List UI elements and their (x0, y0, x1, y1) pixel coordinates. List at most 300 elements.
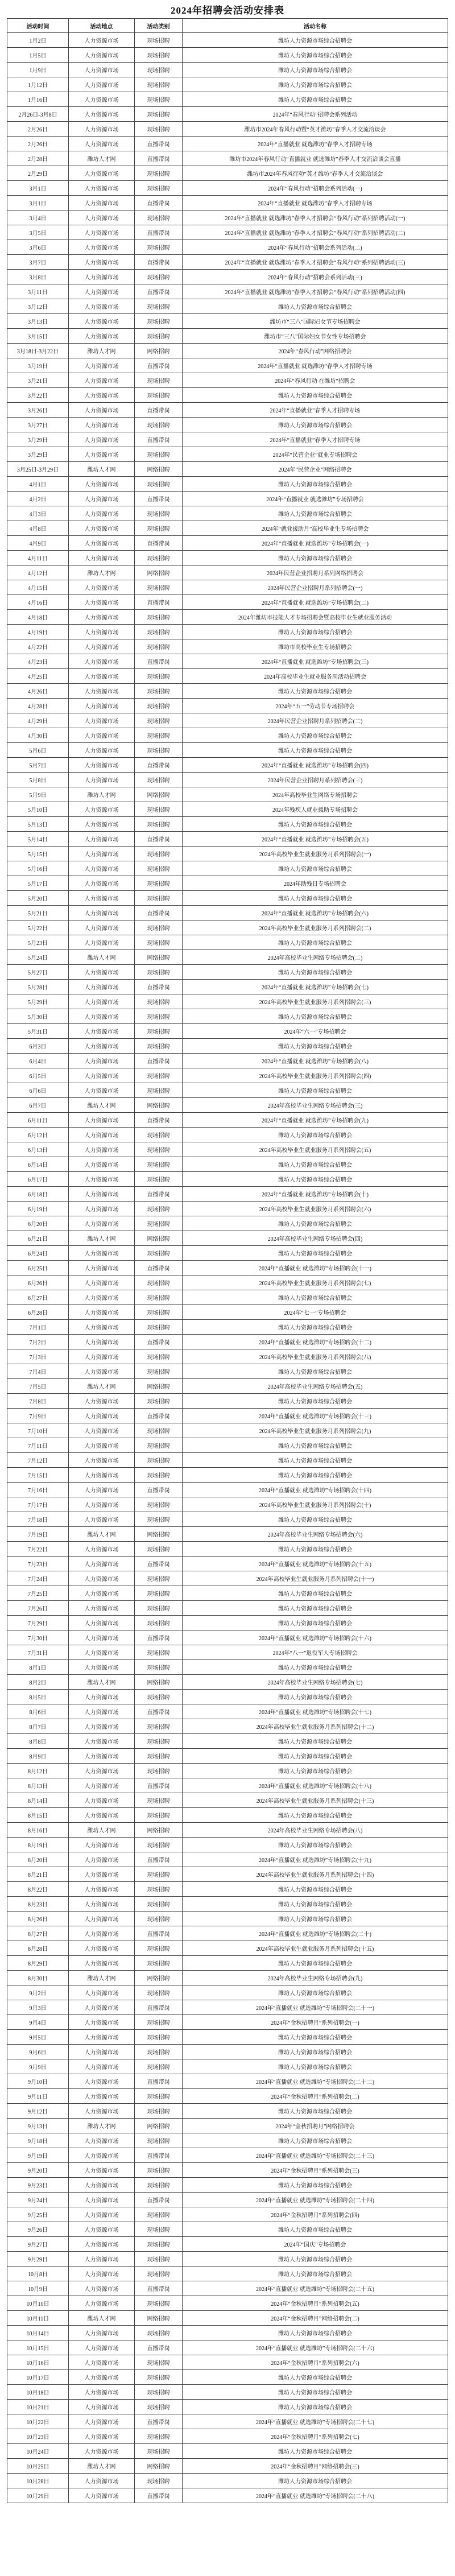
cell-type: 现场招聘 (135, 1867, 183, 1881)
cell-time: 5月9日 (7, 787, 69, 802)
cell-place: 人力资源市场 (69, 1852, 135, 1867)
table-row (7, 1054, 448, 1068)
cell-name: 2024年高校毕业生网络专场招聘会(七) (267, 1680, 363, 1686)
table-row (7, 2030, 448, 2045)
cell-time: 3月1日 (7, 196, 69, 210)
table-row (7, 1542, 448, 1557)
cell-place: 人力资源市场 (69, 329, 135, 343)
table-row (7, 2340, 448, 2355)
cell-place: 人力资源市场 (69, 536, 135, 550)
cell-name: 2024年“直播就业 就选潍坊”专场招聘会(二十一) (255, 2005, 375, 2012)
cell-type: 网络招聘 (135, 787, 183, 802)
cell-name: 潍坊市2024年春风行动“直播就业 就选潍坊”春季人才交流洽谈会直播 (229, 156, 401, 163)
cell-place: 人力资源市场 (69, 314, 135, 328)
cell-type: 直播带岗 (135, 2488, 183, 2503)
table-row (7, 373, 448, 388)
cell-type: 现场招聘 (135, 1039, 183, 1053)
cell-name: 2024年“直播就业 就选潍坊”专场招聘会(一) (261, 541, 369, 547)
table-body (7, 33, 448, 2503)
table-row (7, 1113, 448, 1128)
cell-place: 人力资源市场 (69, 1068, 135, 1083)
cell-name: 潍坊人力资源市场综合招聘会 (278, 53, 352, 59)
cell-name: 潍坊人力资源市场综合招聘会 (278, 1517, 352, 1524)
cell-place: 人力资源市场 (69, 2089, 135, 2103)
cell-name: 潍坊人力资源市场综合招聘会 (278, 2257, 352, 2263)
cell-time: 4月22日 (7, 639, 69, 654)
cell-time: 3月4日 (7, 210, 69, 225)
cell-place: 潍坊人才网 (69, 151, 135, 166)
cell-time: 3月18日-3月22日 (7, 344, 69, 358)
table-row (7, 1778, 448, 1793)
table-row (7, 1645, 448, 1660)
cell-name: 2024年“直播就业 就选潍坊”专场招聘会(十三) (258, 1414, 372, 1420)
cell-name: 2024年高校毕业生就业服务月系列招聘会(一) (259, 852, 371, 858)
cell-type: 现场招聘 (135, 1202, 183, 1216)
cell-name: 2024年高校毕业生网络专场招聘会(八) (267, 1828, 363, 1834)
cell-type: 直播带岗 (135, 1335, 183, 1349)
cell-name: 潍坊市“三八”国际妇女节专场招聘会 (270, 319, 361, 325)
cell-time: 8月19日 (7, 1838, 69, 1852)
cell-type: 现场招聘 (135, 1838, 183, 1852)
table-row (7, 1941, 448, 1956)
cell-place: 潍坊人才网 (69, 1379, 135, 1393)
cell-time: 4月2日 (7, 492, 69, 506)
table-row (7, 1719, 448, 1734)
table-row (7, 565, 448, 580)
cell-type: 现场招聘 (135, 639, 183, 654)
cell-place: 人力资源市场 (69, 1216, 135, 1231)
cell-place: 潍坊人才网 (69, 565, 135, 580)
table-row (7, 314, 448, 329)
cell-type: 现场招聘 (135, 1349, 183, 1364)
cell-name: 潍坊人力资源市场综合招聘会 (278, 2035, 352, 2041)
table-row (7, 1068, 448, 1083)
cell-type: 直播带岗 (135, 1926, 183, 1941)
cell-type: 现场招聘 (135, 1571, 183, 1586)
cell-place: 人力资源市场 (69, 1438, 135, 1452)
cell-place: 人力资源市场 (69, 2045, 135, 2059)
table-row (7, 477, 448, 492)
table-row (7, 2488, 448, 2503)
cell-type: 直播带岗 (135, 492, 183, 506)
cell-type: 现场招聘 (135, 2163, 183, 2177)
cell-place: 人力资源市场 (69, 1394, 135, 1408)
cell-place: 潍坊人才网 (69, 2311, 135, 2325)
table-row (7, 196, 448, 210)
cell-time: 3月5日 (7, 225, 69, 240)
cell-name: 2024年“六一”专场招聘会 (284, 1029, 346, 1035)
cell-place: 人力资源市场 (69, 373, 135, 387)
cell-type: 现场招聘 (135, 1616, 183, 1630)
cell-time: 7月25日 (7, 1586, 69, 1600)
cell-name: 2024年高校毕业生就业服务月系列招聘会(十) (259, 1502, 371, 1509)
cell-place: 人力资源市场 (69, 2340, 135, 2355)
table-row (7, 1897, 448, 1912)
cell-place: 人力资源市场 (69, 639, 135, 654)
cell-type: 现场招聘 (135, 1453, 183, 1467)
cell-time: 8月20日 (7, 1852, 69, 1867)
cell-name: 2024年高校毕业生就业服务月系列招聘会(六) (259, 1207, 371, 1213)
cell-name: 潍坊人力资源市场综合招聘会 (278, 1917, 352, 1923)
cell-place: 人力资源市场 (69, 1926, 135, 1941)
cell-name: 潍坊人力资源市场综合招聘会 (278, 822, 352, 828)
table-row (7, 891, 448, 906)
cell-type: 现场招聘 (135, 240, 183, 254)
cell-place: 人力资源市场 (69, 773, 135, 787)
cell-name: 潍坊人力资源市场综合招聘会 (278, 2227, 352, 2234)
table-row (7, 1867, 448, 1882)
cell-name: 2024年“直播就业 就选潍坊”春季人才招聘会“春风行动”系列招聘活动(一) (225, 216, 406, 222)
cell-type: 直播带岗 (135, 2281, 183, 2296)
table-row (7, 713, 448, 728)
cell-place: 潍坊人才网 (69, 1675, 135, 1689)
cell-type: 现场招聘 (135, 1690, 183, 1704)
cell-time: 5月23日 (7, 935, 69, 950)
cell-place: 人力资源市场 (69, 758, 135, 772)
cell-type: 现场招聘 (135, 2252, 183, 2266)
cell-name: 潍坊人力资源市场综合招聘会 (278, 1014, 352, 1021)
cell-time: 6月5日 (7, 1068, 69, 1083)
cell-place: 人力资源市场 (69, 2488, 135, 2503)
cell-name: 潍坊人力资源市场综合招聘会 (278, 689, 352, 695)
table-row (7, 758, 448, 773)
table-header-row (7, 18, 448, 33)
cell-place: 人力资源市场 (69, 832, 135, 846)
cell-type: 现场招聘 (135, 1438, 183, 1452)
cell-time: 5月8日 (7, 773, 69, 787)
cell-time: 3月1日 (7, 181, 69, 195)
cell-place: 潍坊人才网 (69, 2119, 135, 2133)
cell-type: 直播带岗 (135, 654, 183, 668)
cell-place: 潍坊人才网 (69, 462, 135, 476)
table-row (7, 1409, 448, 1423)
cell-place: 人力资源市场 (69, 1985, 135, 2000)
cell-place: 人力资源市场 (69, 861, 135, 876)
cell-type: 现场招聘 (135, 181, 183, 195)
cell-place: 人力资源市场 (69, 1261, 135, 1275)
table-row (7, 920, 448, 935)
cell-place: 人力资源市场 (69, 728, 135, 742)
cell-place: 人力资源市场 (69, 166, 135, 180)
cell-place: 人力资源市场 (69, 1912, 135, 1926)
cell-time: 5月28日 (7, 980, 69, 994)
table-row (7, 1349, 448, 1364)
table-row (7, 2000, 448, 2015)
cell-time: 9月5日 (7, 2030, 69, 2044)
cell-type: 现场招聘 (135, 1956, 183, 1970)
cell-type: 网络招聘 (135, 1098, 183, 1112)
table-row (7, 48, 448, 63)
table-row (7, 1616, 448, 1630)
cell-place: 人力资源市场 (69, 358, 135, 373)
cell-name: 2024年“金秋招聘月”系列招聘会(五) (271, 2301, 359, 2307)
cell-name: 2024年“直播就业 就选潍坊”专场招聘会(二十八) (255, 2494, 375, 2500)
table-row (7, 1971, 448, 1985)
cell-name: 潍坊人力资源市场综合招聘会 (278, 2479, 352, 2485)
cell-name: 潍坊人力资源市场综合招聘会 (278, 1088, 352, 1095)
cell-place: 人力资源市场 (69, 77, 135, 92)
cell-time: 1月12日 (7, 77, 69, 92)
cell-time: 8月7日 (7, 1719, 69, 1733)
cell-type: 现场招聘 (135, 1246, 183, 1260)
column-header-place: 活动地点 (69, 19, 135, 32)
cell-type: 直播带岗 (135, 358, 183, 373)
cell-type: 现场招聘 (135, 2222, 183, 2236)
table-row (7, 1468, 448, 1483)
cell-type: 现场招聘 (135, 2370, 183, 2384)
cell-time: 10月29日 (7, 2488, 69, 2503)
cell-place: 人力资源市场 (69, 299, 135, 313)
cell-type: 现场招聘 (135, 447, 183, 461)
cell-type: 现场招聘 (135, 418, 183, 432)
cell-time: 3月7日 (7, 255, 69, 269)
cell-place: 人力资源市场 (69, 1453, 135, 1467)
cell-type: 现场招聘 (135, 373, 183, 387)
cell-type: 现场招聘 (135, 876, 183, 890)
cell-name: 潍坊人力资源市场综合招聘会 (278, 1325, 352, 1331)
cell-time: 7月22日 (7, 1542, 69, 1556)
cell-place: 人力资源市场 (69, 270, 135, 284)
cell-time: 6月27日 (7, 1290, 69, 1304)
table-row (7, 1305, 448, 1320)
cell-name: 2024年“直播就业 就选潍坊”专场招聘会(二十四) (255, 2198, 375, 2204)
cell-time: 6月26日 (7, 1275, 69, 1290)
cell-time: 2月28日 (7, 151, 69, 166)
cell-time: 6月18日 (7, 1187, 69, 1201)
cell-place: 人力资源市场 (69, 284, 135, 299)
table-row (7, 1290, 448, 1305)
cell-type: 现场招聘 (135, 1912, 183, 1926)
table-row (7, 492, 448, 506)
cell-time: 7月1日 (7, 1320, 69, 1334)
table-row (7, 1379, 448, 1394)
cell-place: 人力资源市场 (69, 847, 135, 861)
cell-place: 人力资源市场 (69, 1202, 135, 1216)
cell-type: 现场招聘 (135, 1512, 183, 1526)
cell-time: 6月17日 (7, 1172, 69, 1186)
table-row (7, 1704, 448, 1719)
cell-time: 9月19日 (7, 2148, 69, 2162)
cell-place: 人力资源市场 (69, 137, 135, 151)
cell-type: 网络招聘 (135, 950, 183, 964)
cell-time: 5月7日 (7, 758, 69, 772)
cell-place: 人力资源市场 (69, 1793, 135, 1807)
cell-place: 人力资源市场 (69, 2133, 135, 2148)
cell-time: 5月31日 (7, 1024, 69, 1038)
cell-type: 直播带岗 (135, 2340, 183, 2355)
table-row (7, 2311, 448, 2326)
table-row (7, 1128, 448, 1142)
cell-place: 人力资源市场 (69, 817, 135, 831)
cell-name: 潍坊人力资源市场综合招聘会 (278, 2449, 352, 2455)
cell-type: 现场招聘 (135, 2178, 183, 2192)
page-title: 2024年招聘会活动安排表 (171, 5, 284, 16)
table-row (7, 1216, 448, 1231)
table-row (7, 1793, 448, 1808)
cell-type: 现场招聘 (135, 2400, 183, 2414)
cell-name: 潍坊人力资源市场综合招聘会 (278, 393, 352, 399)
cell-type: 直播带岗 (135, 1483, 183, 1497)
table-row (7, 1142, 448, 1157)
cell-name: 2024年“金秋招聘月”网络招聘会(二) (271, 2316, 359, 2322)
cell-type: 现场招聘 (135, 477, 183, 491)
cell-type: 现场招聘 (135, 1083, 183, 1097)
table-row (7, 1394, 448, 1409)
cell-name: 潍坊人力资源市场综合招聘会 (278, 2183, 352, 2189)
cell-place: 潍坊人才网 (69, 950, 135, 964)
cell-place: 人力资源市场 (69, 1749, 135, 1763)
cell-time: 7月9日 (7, 1409, 69, 1423)
cell-type: 直播带岗 (135, 832, 183, 846)
cell-type: 现场招聘 (135, 166, 183, 180)
cell-name: 潍坊人力资源市场综合招聘会 (278, 1991, 352, 1997)
cell-name: 潍坊市高校毕业生专场招聘会 (278, 645, 352, 651)
cell-place: 人力资源市场 (69, 1142, 135, 1157)
cell-type: 现场招聘 (135, 1305, 183, 1319)
cell-place: 人力资源市场 (69, 2148, 135, 2162)
cell-type: 直播带岗 (135, 1557, 183, 1571)
cell-name: 2024年“直播就业 就选潍坊”专场招聘会(十四) (258, 1488, 372, 1494)
cell-place: 人力资源市场 (69, 1630, 135, 1645)
cell-name: 潍坊人力资源市场综合招聘会 (278, 1843, 352, 1849)
cell-name: 2024年高校毕业生就业服务月系列招聘会(二) (259, 926, 371, 932)
cell-time: 7月30日 (7, 1630, 69, 1645)
cell-time: 9月6日 (7, 2045, 69, 2059)
cell-time: 6月25日 (7, 1261, 69, 1275)
cell-name: 2024年“直播就业 就选潍坊”专场招聘会(十八) (258, 1784, 372, 1790)
cell-time: 10月22日 (7, 2414, 69, 2429)
cell-place: 人力资源市场 (69, 2193, 135, 2207)
table-row (7, 787, 448, 802)
cell-place: 人力资源市场 (69, 906, 135, 920)
cell-name: 2024年民营企业招聘月系列招聘会(三) (267, 778, 363, 784)
cell-name: 2024年“春风行动”招聘会系列活动(一) (268, 186, 362, 192)
cell-time: 8月27日 (7, 1926, 69, 1941)
cell-name: 2024年“春风行动”招聘会系列活动(二) (268, 245, 362, 251)
cell-type: 现场招聘 (135, 2237, 183, 2251)
cell-name: 潍坊人力资源市场综合招聘会 (278, 1443, 352, 1450)
table-row (7, 1823, 448, 1838)
cell-place: 人力资源市场 (69, 1275, 135, 1290)
cell-time: 7月10日 (7, 1423, 69, 1438)
cell-name: 潍坊人力资源市场综合招聘会 (278, 970, 352, 976)
cell-place: 人力资源市场 (69, 225, 135, 240)
cell-place: 人力资源市场 (69, 1009, 135, 1023)
cell-type: 现场招聘 (135, 2355, 183, 2369)
table-row (7, 832, 448, 847)
cell-name: 2024年“春风行动”招聘会系列活动(三) (268, 275, 362, 281)
cell-type: 现场招聘 (135, 610, 183, 624)
cell-time: 8月13日 (7, 1778, 69, 1793)
cell-place: 人力资源市场 (69, 980, 135, 994)
cell-type: 直播带岗 (135, 196, 183, 210)
cell-time: 4月25日 (7, 669, 69, 683)
cell-type: 现场招聘 (135, 2267, 183, 2281)
cell-time: 8月5日 (7, 1690, 69, 1704)
cell-type: 现场招聘 (135, 1808, 183, 1822)
cell-name: 潍坊人力资源市场综合招聘会 (278, 423, 352, 429)
cell-name: 潍坊人力资源市场综合招聘会 (278, 630, 352, 636)
cell-name: 2024年“直播就业 就选潍坊”专场招聘会(十七) (258, 1710, 372, 1716)
cell-place: 人力资源市场 (69, 477, 135, 491)
cell-place: 人力资源市场 (69, 2237, 135, 2251)
cell-name: 潍坊人力资源市场综合招聘会 (278, 2331, 352, 2337)
table-row (7, 950, 448, 965)
cell-time: 9月29日 (7, 2252, 69, 2266)
cell-type: 现场招聘 (135, 1985, 183, 2000)
cell-place: 人力资源市场 (69, 699, 135, 713)
table-row (7, 2222, 448, 2237)
table-row (7, 2163, 448, 2178)
table-row (7, 506, 448, 521)
table-row (7, 2355, 448, 2370)
cell-name: 潍坊人力资源市场综合招聘会 (278, 482, 352, 488)
cell-place: 人力资源市场 (69, 1290, 135, 1304)
table-row (7, 1690, 448, 1704)
table-row (7, 358, 448, 373)
cell-place: 人力资源市场 (69, 122, 135, 136)
cell-name: 潍坊人力资源市场综合招聘会 (278, 97, 352, 104)
table-row (7, 122, 448, 137)
cell-time: 6月28日 (7, 1305, 69, 1319)
cell-type: 现场招聘 (135, 773, 183, 787)
cell-place: 人力资源市场 (69, 2370, 135, 2384)
cell-name: 潍坊人力资源市场综合招聘会 (278, 1251, 352, 1257)
cell-place: 人力资源市场 (69, 492, 135, 506)
cell-type: 网络招聘 (135, 462, 183, 476)
cell-time: 6月14日 (7, 1157, 69, 1171)
cell-type: 网络招聘 (135, 2311, 183, 2325)
cell-name: 2024年高校毕业生就业服务月系列招聘会(十一) (256, 1576, 374, 1583)
cell-place: 人力资源市场 (69, 743, 135, 757)
cell-name: 2024年“直播就业 就选潍坊”专场招聘会(二) (261, 600, 369, 606)
table-row (7, 388, 448, 403)
cell-name: 潍坊人力资源市场综合招聘会 (278, 896, 352, 902)
cell-place: 人力资源市场 (69, 1838, 135, 1852)
cell-place: 人力资源市场 (69, 1734, 135, 1748)
cell-type: 现场招聘 (135, 1542, 183, 1556)
cell-name: 潍坊市2024年春风行动“英才潍坊”春季人才交流洽谈会 (247, 171, 383, 177)
cell-time: 7月11日 (7, 1438, 69, 1452)
table-row (7, 2104, 448, 2119)
cell-place: 人力资源市场 (69, 669, 135, 683)
cell-time: 10月10日 (7, 2296, 69, 2310)
table-row (7, 107, 448, 122)
cell-place: 人力资源市场 (69, 1719, 135, 1733)
table-row (7, 625, 448, 639)
cell-type: 现场招聘 (135, 2326, 183, 2340)
cell-place: 人力资源市场 (69, 994, 135, 1009)
cell-time: 2月29日 (7, 166, 69, 180)
cell-place: 人力资源市场 (69, 2281, 135, 2296)
cell-type: 网络招聘 (135, 565, 183, 580)
cell-name: 2024年“春风行动”招聘会系列活动 (272, 112, 358, 118)
cell-type: 现场招聘 (135, 1394, 183, 1408)
cell-place: 人力资源市场 (69, 1660, 135, 1674)
cell-name: 2024年“直播就业 就选潍坊”专场招聘会(十二) (258, 1340, 372, 1346)
table-row (7, 1172, 448, 1187)
table-row (7, 1497, 448, 1512)
cell-name: 2024年高校毕业生就业服务月系列招聘会(八) (259, 1355, 371, 1361)
table-row (7, 1985, 448, 2000)
cell-type: 直播带岗 (135, 151, 183, 166)
table-row (7, 1808, 448, 1823)
cell-time: 5月10日 (7, 802, 69, 816)
cell-place: 人力资源市场 (69, 447, 135, 461)
cell-place: 人力资源市场 (69, 1320, 135, 1334)
cell-time: 9月3日 (7, 2000, 69, 2014)
cell-time: 6月11日 (7, 1113, 69, 1127)
